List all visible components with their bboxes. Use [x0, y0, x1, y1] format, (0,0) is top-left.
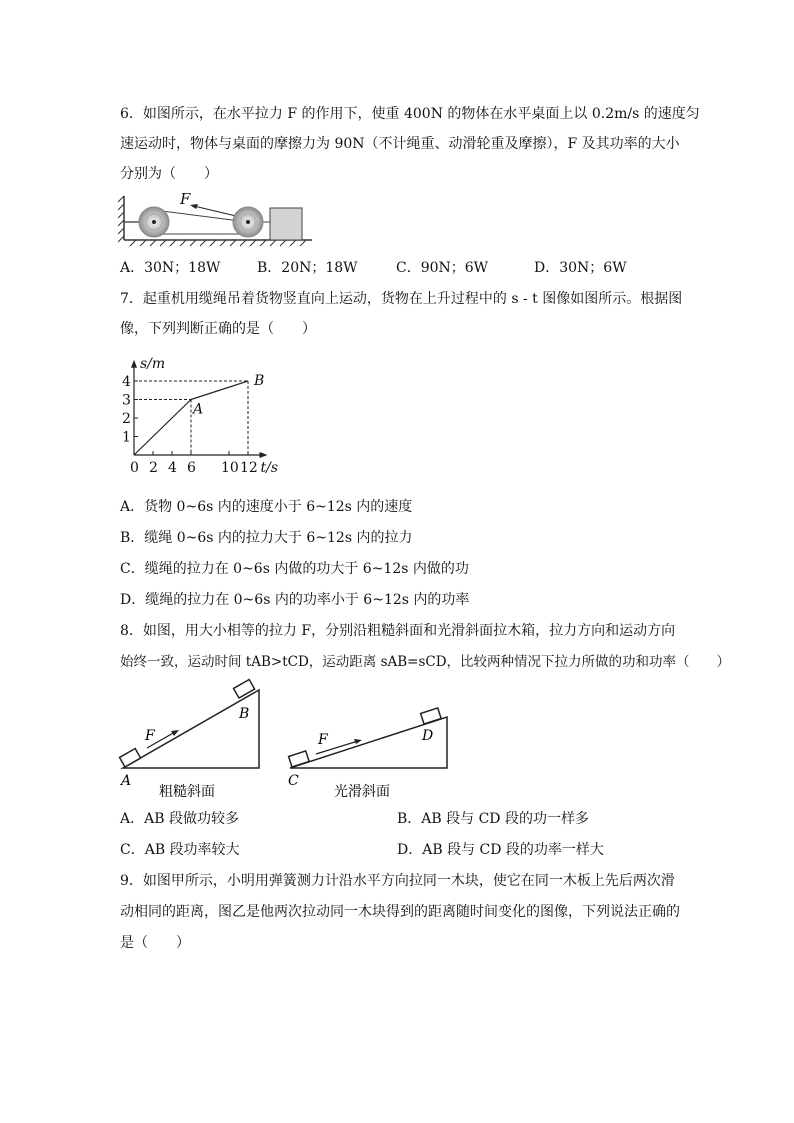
point-a-label: A — [121, 773, 132, 789]
force-label-f: F — [180, 190, 191, 208]
y-tick-label: 3 — [122, 392, 131, 409]
q6-line-3: 分别为（ ） — [120, 166, 218, 182]
q6-option-a: A．30N；18W — [120, 260, 221, 276]
q6-option-d: D．30N；6W — [534, 260, 627, 276]
y-tick-label: 2 — [122, 411, 131, 427]
series-segment — [191, 381, 248, 400]
y-tick-label: 1 — [122, 429, 131, 446]
q7-option-d: D．缆绳的拉力在 0~6s 内的功率小于 6~12s 内的功率 — [120, 592, 470, 608]
q9-line-2: 动相同的距离，图乙是他两次拉动同一木块得到的距离随时间变化的图像，下列说法正确的 — [120, 904, 680, 920]
smooth-force-label: F — [318, 732, 328, 748]
q8-option-b: B．AB 段与 CD 段的功一样多 — [397, 811, 589, 827]
point-label-a: A — [193, 401, 204, 418]
smooth-incline-figure — [282, 696, 454, 800]
x-tick-label: 6 — [187, 460, 196, 476]
q8-option-c: C．AB 段功率较大 — [120, 842, 240, 858]
rough-incline-figure — [115, 678, 275, 800]
q6-line-1: 6．如图所示，在水平拉力 F 的作用下，使重 400N 的物体在水平桌面上以 0.2m/s 的速度匀 — [120, 106, 700, 122]
q7-option-b: B．缆绳 0~6s 内的拉力大于 6~12s 内的拉力 — [120, 530, 413, 546]
q9-line-1: 9．如图甲所示，小明用弹簧测力计沿水平方向拉同一木块，使它在同一木板上先后两次滑 — [120, 873, 675, 889]
rough-force-label: F — [145, 728, 155, 744]
y-axis-label: s/m — [140, 355, 166, 372]
q6-line-2: 速运动时，物体与桌面的摩擦力为 90N（不计绳重、动滑轮重及摩擦），F 及其功率的大小 — [120, 136, 680, 152]
st-chart — [112, 350, 302, 480]
q7-line-2: 像，下列判断正确的是（ ） — [120, 321, 316, 337]
point-d-label: D — [422, 728, 434, 744]
q8-line-1: 8．如图，用大小相等的拉力 F，分别沿粗糙斜面和光滑斜面拉木箱，拉力方向和运动方向 — [120, 623, 676, 639]
q9-line-3: 是（ ） — [120, 935, 190, 951]
point-label-b: B — [254, 373, 265, 389]
x-tick-label: 0 — [130, 460, 139, 476]
pulley-figure — [118, 190, 318, 250]
q7-line-1: 7．起重机用缆绳吊着货物竖直向上运动，货物在上升过程中的 s - t 图像如图所示。根据图 — [120, 291, 683, 307]
point-b-label: B — [239, 706, 250, 722]
q8-option-d: D．AB 段与 CD 段的功率一样大 — [397, 842, 604, 858]
x-tick-label: 10 — [221, 460, 239, 476]
x-axis-arrow — [260, 452, 268, 458]
q6-option-c: C．90N；6W — [396, 260, 489, 276]
q7-option-c: C．缆绳的拉力在 0~6s 内做的功大于 6~12s 内做的功 — [120, 561, 469, 577]
q7-option-a: A．货物 0~6s 内的速度小于 6~12s 内的速度 — [120, 499, 413, 515]
q6-option-b: B．20N；18W — [257, 260, 358, 276]
x-tick-label: 12 — [240, 460, 258, 476]
smooth-incline-caption: 光滑斜面 — [334, 784, 390, 800]
x-axis-label: t/s — [260, 460, 279, 476]
series-segment — [134, 400, 191, 456]
point-c-label: C — [288, 773, 299, 789]
x-tick-label: 2 — [149, 460, 158, 476]
y-axis-arrow — [131, 360, 137, 368]
q8-line-2: 始终一致，运动时间 tAB>tCD，运动距离 sAB=sCD，比较两种情况下拉力所做的功和功率（ ） — [120, 654, 731, 670]
q8-option-a: A．AB 段做功较多 — [120, 811, 239, 827]
x-tick-label: 4 — [168, 460, 177, 476]
rough-incline-caption: 粗糙斜面 — [159, 784, 215, 800]
y-tick-label: 4 — [122, 374, 131, 390]
